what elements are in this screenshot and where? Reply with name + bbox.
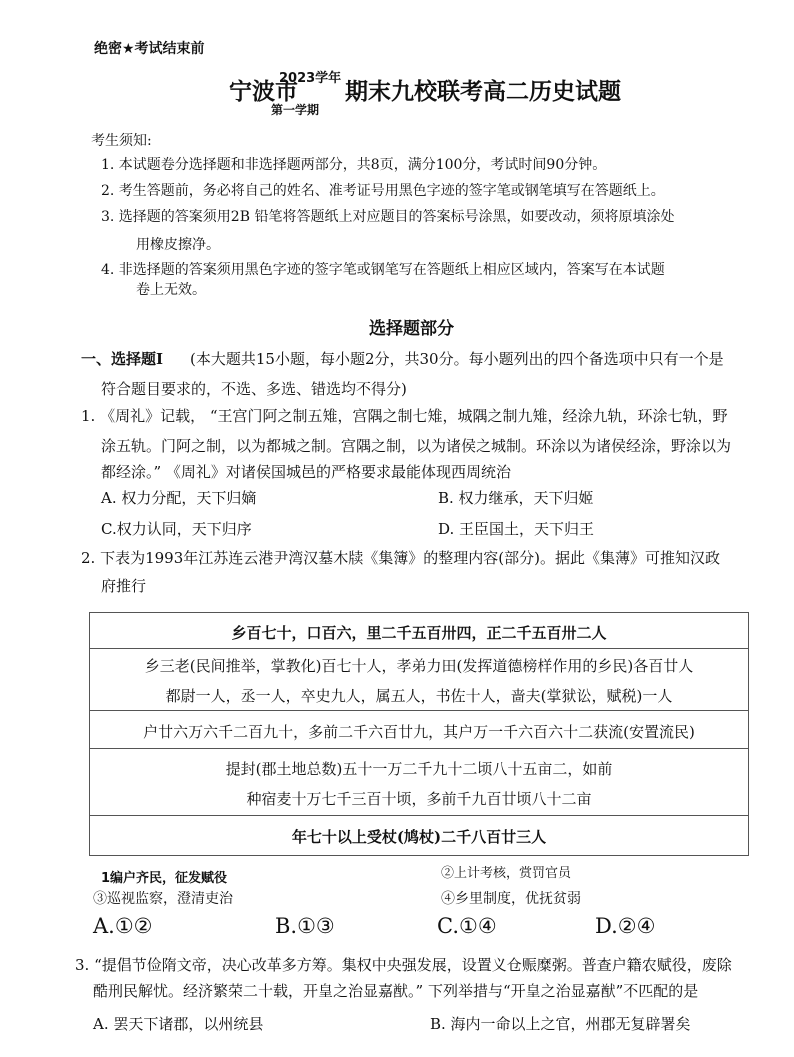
q1-option-d: D. 王臣国土，天下归王 [438,520,595,538]
notice-item: 1. 本试题卷分选择题和非选择题两部分，共8页，满分100分，考试时间90分钟。 [101,157,607,173]
part-desc: 符合题目要求的，不选、多选、错选均不得分) [101,380,407,398]
table-row [90,613,748,648]
table-cell: 都尉一人，丞一人，卒史九人，属五人，书佐十人，啬夫(掌狱讼，赋税)一人 [165,687,673,705]
q1-option-b: B. 权力继承，天下归姬 [438,489,594,507]
notice-item: 卷上无效。 [136,282,206,298]
table-cell: 乡百七十，口百六，里二千五百卅四，正二千五百卅二人 [231,624,607,642]
q2-statement: ③巡视监察，澄清吏治 [93,891,233,907]
section-title: 选择题部分 [369,319,454,339]
q2-option-c: C.①④ [437,914,497,938]
q2-option-a: A.①② [93,914,153,938]
q3-option-b: B. 海内一命以上之官，州郡无复辟署矣 [430,1015,691,1033]
q2-stem: 2. 下表为1993年江苏连云港尹湾汉墓木牍《集簿》的整理内容(部分)。据此《集薄》可推知汉政 [81,549,720,567]
table-row [90,648,748,711]
table-row [90,748,748,816]
q2-option-d: D.②④ [595,914,656,938]
q2-statement: 1编户齐民，征发赋役 [101,871,228,886]
title-semester: 第一学期 [271,103,320,117]
title-year: 2023学年 [279,71,342,86]
page-title: 期末九校联考高二历史试题 [345,78,621,105]
q2-option-b: B.①③ [275,914,335,938]
part-label: 一、选择题Ⅰ [81,350,164,368]
q1-option-a: A. 权力分配，天下归嫡 [101,489,257,507]
q2-statement: ②上计考核，赏罚官员 [441,866,572,881]
table-cell: 种宿麦十万七千三百十顷，多前千九百廿顷八十二亩 [246,790,592,808]
q3-option-a: A. 罢天下诸郡，以州统县 [93,1015,264,1033]
table-row [90,815,748,856]
q2-statement: ④乡里制度，优抚贫弱 [441,891,581,907]
q3-stem: 3. “提倡节俭隋文帝，决心改革多方筹。集权中央强发展，设置义仓赈糜粥。普查户籍农赋役，废除 [75,956,732,974]
table-cell: 乡三老(民间推举，掌教化)百七十人，孝弟力田(发挥道德榜样作用的乡民)各百廿人 [144,657,694,675]
title-city: 宁波市 [229,78,298,105]
table-cell: 年七十以上受杖(鸠杖)二千八百廿三人 [291,828,547,846]
table-cell: 提封(郡土地总数)五十一万二千九十二顷八十五亩二，如前 [225,760,613,778]
part-desc: (本大题共15小题，每小题2分，共30分。每小题列出的四个备选项中只有一个是 [190,350,724,368]
q1-stem: 涂五轨。门阿之制，以为都城之制。宫隅之制，以为诸侯之城制。环涂以为诸侯经涂，野涂以为 [101,437,732,455]
notice-item: 3. 选择题的答案须用2B 铅笔将答题纸上对应题目的答案标号涂黑，如要改动，须将原填涂处 [101,209,675,225]
secret-label: 绝密★考试结束前 [94,41,205,57]
q1-option-c: C.权力认同，天下归序 [101,520,252,538]
q1-stem: 1. 《周礼》记载， “王宫门阿之制五雉，宫隅之制七雉，城隅之制九雉，经涂九轨，环涂七轨，野 [81,407,728,425]
notice-item: 4. 非选择题的答案须用黑色字迹的签字笔或钢笔写在答题纸上相应区域内，答案写在本试题 [101,262,665,278]
q1-stem: 都经涂。” 《周礼》对诸侯国城邑的严格要求最能体现西周统治 [101,463,511,481]
notice-item: 2. 考生答题前，务必将自己的姓名、准考证号用黑色字迹的签字笔或钢笔填写在答题纸上。 [101,183,665,199]
notice-heading: 考生须知: [91,133,152,149]
notice-item: 用橡皮擦净。 [136,237,220,253]
q2-stem: 府推行 [101,577,147,595]
data-table [89,612,749,856]
table-row [90,710,748,749]
q3-stem: 酷刑民解忧。经济繁荣二十载，开皇之治显嘉猷。” 下列举措与“开皇之治显嘉猷”不匹配的是 [93,982,699,1000]
table-cell: 户廿六万六千二百九十，多前二千六百廿九，其户万一千六百六十二获流(安置流民) [143,723,695,741]
